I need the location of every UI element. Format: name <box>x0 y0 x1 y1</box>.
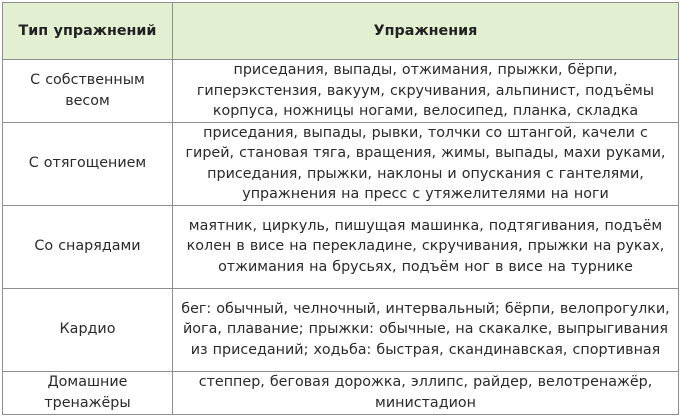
row-type-cell: С отягощением <box>3 122 173 205</box>
header-type: Тип упражнений <box>3 3 173 60</box>
row-type-cell: Кардио <box>3 288 173 371</box>
row-exercises-cell: приседания, выпады, рывки, толчки со штангой, качели с гирей, становая тяга, вращения, жимы, выпады, махи руками, приседания, прыжки, наклоны и опускания с гантелями, упражнения на пресс с утяжелителями на ноги <box>173 122 679 205</box>
row-type-cell: Домашние тренажёры <box>3 371 173 414</box>
table-row <box>3 205 679 288</box>
table-header-row <box>3 3 679 60</box>
header-exercises: Упражнения <box>173 3 679 60</box>
table-row <box>3 371 679 414</box>
row-type-cell: С собственным весом <box>3 60 173 123</box>
row-exercises-cell: маятник, циркуль, пишущая машинка, подтягивания, подъём колен в висе на перекладине, скручивания, прыжки на руках, отжимания на брусьях, подъём ног в висе на турнике <box>173 205 679 288</box>
table-row <box>3 60 679 123</box>
row-exercises-cell: бег: обычный, челночный, интервальный; бёрпи, велопрогулки, йога, плавание; прыжки: обычные, на скакалке, выпрыгивания из приседаний; ходьба: быстрая, скандинавская, спортивная <box>173 288 679 371</box>
row-exercises-cell: степпер, беговая дорожка, эллипс, райдер, велотренажёр, министадион <box>173 371 679 414</box>
exercise-types-table <box>2 2 679 415</box>
table-row <box>3 122 679 205</box>
row-type-cell: Со снарядами <box>3 205 173 288</box>
table-row <box>3 288 679 371</box>
row-exercises-cell: приседания, выпады, отжимания, прыжки, бёрпи, гиперэкстензия, вакуум, скручивания, альпинист, подъёмы корпуса, ножницы ногами, велосипед, планка, складка <box>173 60 679 123</box>
